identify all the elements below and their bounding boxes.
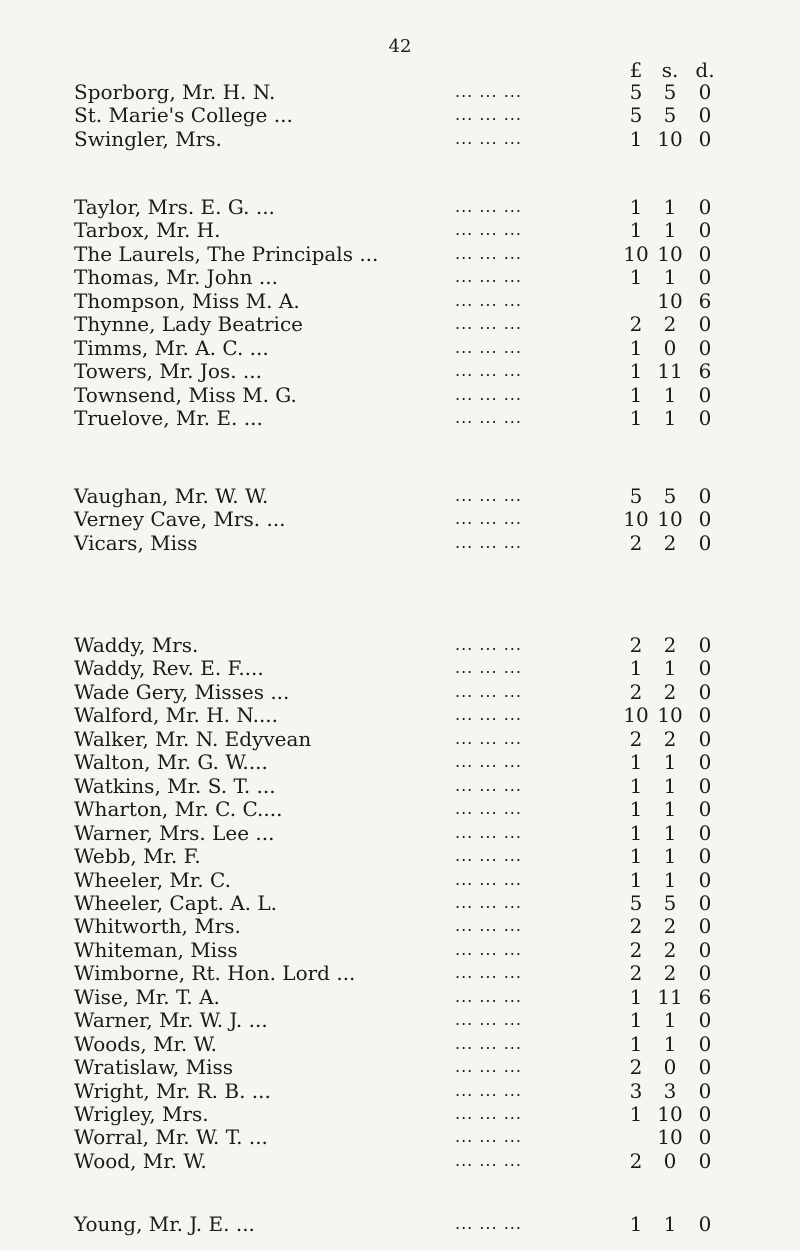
pounds-value: 2: [629, 914, 643, 939]
leader-dots: ... ... ...: [455, 963, 522, 983]
table-row: [0, 844, 800, 868]
shillings-value: 0: [663, 335, 677, 360]
pounds-value: 1: [629, 984, 643, 1009]
shillings-value: 11: [657, 984, 683, 1009]
shillings-value: 10: [657, 507, 683, 532]
subscriber-name: Wade Gery, Misses ...: [74, 679, 290, 704]
shillings-value: 10: [657, 241, 683, 266]
pence-value: 0: [698, 937, 712, 962]
pounds-value: 2: [629, 1055, 643, 1080]
pounds-value: 2: [629, 679, 643, 704]
shillings-value: 11: [657, 359, 683, 384]
subscriber-name: Waddy, Mrs.: [74, 633, 199, 657]
subscriber-name: Thomas, Mr. John ...: [74, 265, 278, 290]
subscriber-name: Woods, Mr. W.: [74, 1031, 218, 1056]
pounds-value: 5: [629, 103, 643, 128]
table-row: [0, 1149, 800, 1173]
table-row: [0, 1125, 800, 1149]
pence-value: 0: [698, 80, 712, 104]
shillings-value: 1: [663, 195, 677, 219]
subscriber-name: Wood, Mr. W.: [74, 1148, 207, 1173]
table-row: [0, 1079, 800, 1103]
subscriber-name: Timms, Mr. A. C. ...: [74, 335, 269, 360]
leader-dots: ... ... ...: [455, 361, 522, 381]
shillings-value: 10: [657, 1102, 683, 1126]
table-row: [0, 312, 800, 336]
subscriber-name: The Laurels, The Principals ...: [74, 241, 379, 266]
subscriber-name: Wrigley, Mrs.: [74, 1102, 209, 1126]
leader-dots: ... ... ...: [455, 220, 522, 240]
table-row: [0, 656, 800, 680]
table-row: [0, 1212, 800, 1236]
subscriber-name: Warner, Mr. W. J. ...: [74, 1008, 268, 1033]
leader-dots: ... ... ...: [455, 1010, 522, 1030]
subscriber-name: Vicars, Miss: [74, 530, 198, 555]
leader-dots: ... ... ...: [455, 1080, 522, 1100]
pence-value: 0: [698, 867, 712, 892]
subscriber-name: Walford, Mr. H. N....: [74, 703, 279, 728]
table-row: [0, 242, 800, 266]
pence-value: 0: [698, 1125, 712, 1150]
pence-value: 0: [698, 820, 712, 845]
pounds-value: 5: [629, 890, 643, 915]
leader-dots: ... ... ...: [455, 290, 522, 310]
leader-dots: ... ... ...: [455, 384, 522, 404]
shillings-value: 10: [657, 288, 683, 313]
pounds-value: 2: [629, 312, 643, 337]
table-row: [0, 218, 800, 242]
shillings-value: 2: [663, 914, 677, 939]
leader-dots: ... ... ...: [455, 267, 522, 287]
leader-dots: ... ... ...: [455, 1033, 522, 1053]
pounds-value: 2: [629, 961, 643, 986]
pounds-value: 1: [629, 1008, 643, 1033]
pounds-value: 2: [629, 726, 643, 751]
shillings-value: 1: [663, 218, 677, 243]
subscriber-name: Thompson, Miss M. A.: [74, 288, 300, 313]
subscriber-name: Warner, Mrs. Lee ...: [74, 820, 275, 845]
table-row: [0, 891, 800, 915]
leader-dots: ... ... ...: [455, 486, 522, 505]
table-row: [0, 336, 800, 360]
pounds-value: 1: [629, 656, 643, 681]
shillings-value: 2: [663, 679, 677, 704]
table-row: [0, 359, 800, 383]
shillings-value: 10: [657, 126, 683, 151]
pence-value: 0: [698, 914, 712, 939]
shillings-value: 10: [657, 703, 683, 728]
shillings-value: 1: [663, 1212, 677, 1236]
subscriber-name: Wheeler, Capt. A. L.: [74, 890, 277, 915]
pence-value: 0: [698, 844, 712, 869]
pence-value: 0: [698, 1031, 712, 1056]
leader-dots: ... ... ...: [455, 658, 522, 678]
subscriber-name: Wratislaw, Miss: [74, 1055, 234, 1080]
pounds-value: 1: [629, 406, 643, 431]
table-row: [0, 750, 800, 774]
leader-dots: ... ... ...: [455, 105, 522, 125]
table-row: [0, 727, 800, 751]
pence-value: 0: [698, 726, 712, 751]
pence-value: 0: [698, 750, 712, 775]
subscriber-name: Taylor, Mrs. E. G. ...: [74, 195, 275, 219]
pence-value: 0: [698, 265, 712, 290]
pence-value: 0: [698, 507, 712, 532]
table-row: [0, 680, 800, 704]
subscriber-name: Tarbox, Mr. H.: [74, 218, 221, 243]
subscriber-name: Wheeler, Mr. C.: [74, 867, 231, 892]
pence-value: 0: [698, 797, 712, 822]
shillings-value: 1: [663, 750, 677, 775]
subscriber-name: Wise, Mr. T. A.: [74, 984, 220, 1009]
table-row: [0, 484, 800, 508]
pounds-value: 1: [629, 844, 643, 869]
table-row: [0, 406, 800, 430]
pence-value: 6: [698, 984, 712, 1009]
shillings-value: 1: [663, 406, 677, 431]
subscriber-name: Young, Mr. J. E. ...: [74, 1212, 255, 1236]
shillings-value: 10: [657, 1125, 683, 1150]
subscriber-name: Sporborg, Mr. H. N.: [74, 80, 276, 104]
subscriber-name: Swingler, Mrs.: [74, 126, 222, 151]
pence-value: 0: [698, 1212, 712, 1236]
pounds-value: 1: [629, 1102, 643, 1126]
shillings-value: 2: [663, 530, 677, 555]
shillings-value: 0: [663, 1148, 677, 1173]
pence-value: 0: [698, 406, 712, 431]
leader-dots: ... ... ...: [455, 1057, 522, 1077]
shillings-value: 1: [663, 844, 677, 869]
shillings-value: 5: [663, 103, 677, 128]
leader-dots: ... ... ...: [455, 846, 522, 866]
shillings-value: 5: [663, 484, 677, 508]
pounds-value: 2: [629, 1148, 643, 1173]
pounds-value: 1: [629, 195, 643, 219]
leader-dots: ... ... ...: [455, 799, 522, 819]
subscriber-name: Webb, Mr. F.: [74, 844, 201, 869]
table-row: [0, 1032, 800, 1056]
pence-value: 0: [698, 890, 712, 915]
pounds-value: 1: [629, 867, 643, 892]
table-row: [0, 961, 800, 985]
pence-value: 0: [698, 530, 712, 555]
table-row: [0, 265, 800, 289]
leader-dots: ... ... ...: [455, 128, 522, 148]
table-row: [0, 797, 800, 821]
pence-value: 0: [698, 103, 712, 128]
pence-value: 0: [698, 703, 712, 728]
pounds-value: 1: [629, 218, 643, 243]
shillings-value: 1: [663, 867, 677, 892]
pence-value: 0: [698, 218, 712, 243]
subscriber-name: Towers, Mr. Jos. ...: [74, 359, 262, 384]
pounds-value: 1: [629, 335, 643, 360]
table-row: [0, 633, 800, 657]
pounds-header: £: [629, 58, 643, 82]
shillings-value: 2: [663, 937, 677, 962]
pounds-value: 2: [629, 530, 643, 555]
page-number: 42: [388, 36, 412, 57]
pence-value: 0: [698, 679, 712, 704]
shillings-value: 1: [663, 656, 677, 681]
pounds-value: 5: [629, 80, 643, 104]
pounds-value: 1: [629, 1212, 643, 1236]
subscriber-name: Worral, Mr. W. T. ...: [74, 1125, 268, 1150]
pence-value: 0: [698, 1148, 712, 1173]
table-row: [0, 531, 800, 555]
subscriber-name: Walker, Mr. N. Edyvean: [74, 726, 312, 751]
leader-dots: ... ... ...: [455, 939, 522, 959]
pence-value: 0: [698, 195, 712, 219]
leader-dots: ... ... ...: [455, 1214, 522, 1233]
table-row: [0, 103, 800, 127]
pounds-value: 1: [629, 382, 643, 407]
shillings-value: 5: [663, 80, 677, 104]
table-row: [0, 914, 800, 938]
pounds-value: 5: [629, 484, 643, 508]
leader-dots: ... ... ...: [455, 869, 522, 889]
leader-dots: ... ... ...: [455, 1150, 522, 1170]
pence-value: 0: [698, 241, 712, 266]
pounds-value: 1: [629, 126, 643, 151]
leader-dots: ... ... ...: [455, 197, 522, 216]
leader-dots: ... ... ...: [455, 82, 522, 101]
pounds-value: 10: [623, 703, 649, 728]
pence-value: 0: [698, 382, 712, 407]
pence-value: 0: [698, 126, 712, 151]
table-row: [0, 1102, 800, 1126]
shillings-value: 1: [663, 773, 677, 798]
table-row: [0, 703, 800, 727]
leader-dots: ... ... ...: [455, 705, 522, 725]
table-row: [0, 938, 800, 962]
shillings-value: 1: [663, 382, 677, 407]
pounds-value: 1: [629, 750, 643, 775]
leader-dots: ... ... ...: [455, 243, 522, 263]
subscriber-name: Vaughan, Mr. W. W.: [74, 484, 269, 508]
subscriber-name: Wright, Mr. R. B. ...: [74, 1078, 271, 1103]
subscriber-name: Whiteman, Miss: [74, 937, 238, 962]
pounds-value: 3: [629, 1078, 643, 1103]
pounds-value: 1: [629, 359, 643, 384]
leader-dots: ... ... ...: [455, 775, 522, 795]
leader-dots: ... ... ...: [455, 635, 522, 654]
table-row: [0, 383, 800, 407]
subscriber-name: St. Marie's College ...: [74, 103, 293, 128]
pence-value: 6: [698, 359, 712, 384]
shillings-value: 2: [663, 961, 677, 986]
subscriber-name: Waddy, Rev. E. F....: [74, 656, 264, 681]
leader-dots: ... ... ...: [455, 1127, 522, 1147]
leader-dots: ... ... ...: [455, 1104, 522, 1123]
pence-value: 0: [698, 961, 712, 986]
subscriber-name: Watkins, Mr. S. T. ...: [74, 773, 276, 798]
shillings-value: 1: [663, 1031, 677, 1056]
subscriber-name: Townsend, Miss M. G.: [74, 382, 297, 407]
pence-value: 0: [698, 633, 712, 657]
leader-dots: ... ... ...: [455, 728, 522, 748]
pounds-value: 10: [623, 507, 649, 532]
table-row: [0, 80, 800, 104]
shillings-value: 2: [663, 312, 677, 337]
pounds-value: 1: [629, 1031, 643, 1056]
pounds-value: 2: [629, 633, 643, 657]
pounds-value: 2: [629, 937, 643, 962]
shillings-value: 1: [663, 797, 677, 822]
leader-dots: ... ... ...: [455, 822, 522, 842]
subscriber-name: Whitworth, Mrs.: [74, 914, 241, 939]
pence-value: 0: [698, 656, 712, 681]
pence-value: 0: [698, 1102, 712, 1126]
leader-dots: ... ... ...: [455, 337, 522, 357]
subscriber-name: Thynne, Lady Beatrice: [74, 312, 303, 337]
table-row: [0, 1008, 800, 1032]
pounds-value: 1: [629, 797, 643, 822]
pence-value: 6: [698, 288, 712, 313]
table-row: [0, 821, 800, 845]
leader-dots: ... ... ...: [455, 752, 522, 772]
table-row: [0, 1055, 800, 1079]
pounds-value: 10: [623, 241, 649, 266]
subscriber-name: Truelove, Mr. E. ...: [74, 406, 263, 431]
pence-value: 0: [698, 335, 712, 360]
leader-dots: ... ... ...: [455, 916, 522, 936]
pence-value: 0: [698, 1078, 712, 1103]
shillings-value: 2: [663, 726, 677, 751]
shillings-value: 1: [663, 265, 677, 290]
shillings-value: 3: [663, 1078, 677, 1103]
pounds-value: 1: [629, 265, 643, 290]
shillings-header: s.: [661, 58, 679, 82]
shillings-value: 1: [663, 820, 677, 845]
table-row: [0, 985, 800, 1009]
pence-value: 0: [698, 1008, 712, 1033]
table-row: [0, 507, 800, 531]
subscriber-name: Wharton, Mr. C. C....: [74, 797, 283, 822]
pounds-value: 1: [629, 820, 643, 845]
subscriber-name: Wimborne, Rt. Hon. Lord ...: [74, 961, 356, 986]
pence-value: 0: [698, 484, 712, 508]
shillings-value: 2: [663, 633, 677, 657]
shillings-value: 0: [663, 1055, 677, 1080]
pence-value: 0: [698, 773, 712, 798]
pence-header: d.: [695, 58, 715, 82]
table-row: [0, 868, 800, 892]
pence-value: 0: [698, 312, 712, 337]
subscriber-name: Verney Cave, Mrs. ...: [74, 507, 286, 532]
leader-dots: ... ... ...: [455, 892, 522, 912]
table-row: [0, 774, 800, 798]
shillings-value: 5: [663, 890, 677, 915]
pence-value: 0: [698, 1055, 712, 1080]
shillings-value: 1: [663, 1008, 677, 1033]
leader-dots: ... ... ...: [455, 408, 522, 428]
leader-dots: ... ... ...: [455, 532, 522, 552]
column-header: [0, 58, 800, 82]
leader-dots: ... ... ...: [455, 986, 522, 1006]
leader-dots: ... ... ...: [455, 509, 522, 529]
subscriber-name: Walton, Mr. G. W....: [74, 750, 268, 775]
leader-dots: ... ... ...: [455, 314, 522, 334]
leader-dots: ... ... ...: [455, 681, 522, 701]
table-row: [0, 289, 800, 313]
pounds-value: 1: [629, 773, 643, 798]
table-row: [0, 195, 800, 219]
table-row: [0, 127, 800, 151]
